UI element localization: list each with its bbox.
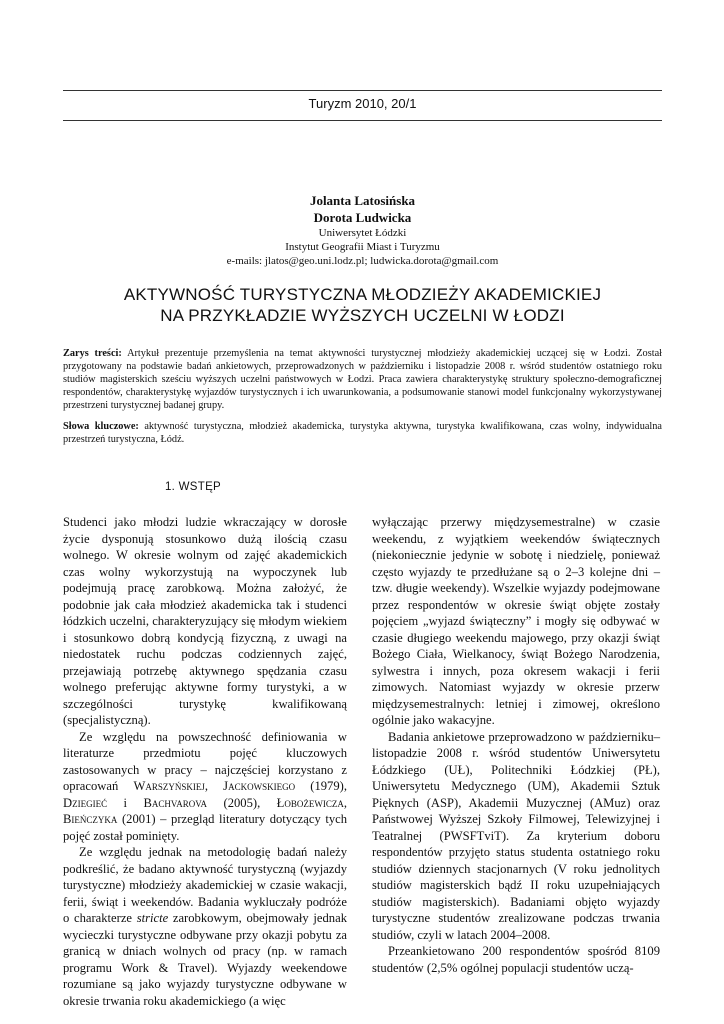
author-name-2: Dorota Ludwicka bbox=[313, 210, 412, 225]
header-top-rule bbox=[63, 90, 662, 91]
author-emails: e-mails: jlatos@geo.uni.lodz.pl; ludwicka.dorota@gmail.com bbox=[226, 255, 499, 267]
author-block bbox=[63, 192, 662, 268]
abstract-text: Artykuł prezentuje przemyślenia na temat aktywności turystycznej młodzieży akademickiej uczącej się w Łodzi. Został przygotowany na podstawie badań ankietowych, przeprowadzonych w październiku i listopadzie 2008 r. wśród studentów ostatniego roku studiów magisterskich sześciu wyższych uczelni państwowych w Łodzi. Praca zawiera charakterystykę struktury społeczno-demograficznej respondentów, charakterystykę wyjazdów turystycznych i ich uwarunkowania, a podsumowanie stanowi model funkcjonalny wykorzystywanej przestrzeni turystycznej badanej grupy. bbox=[63, 348, 663, 411]
text-run: i bbox=[107, 795, 144, 810]
abstract-block bbox=[63, 347, 662, 454]
body-paragraph: wyłączając przerwy międzysemestralne) w czasie weekendu, z wyjątkiem weekendów świątecznych (niekoniecznie jedynie w sobotę i niedzielę, ponieważ często wyjazdy te przedłużane są o 2–3 kolejne dni – tzw. długie weekendy). Wszelkie wyjazdy podejmowane przez respondentów w okresie świąt objęte zostały pojęciem „wyjazd świąteczny” i mogły się odbywać w czasie długiego weekendu majowego, przy okazji świąt Bożego Ciała, Wielkanocy, świąt Bożego Narodzenia, sylwestra i innych, poza okresem wakacji i ferii zimowych. Natomiast wyjazdy w okresie przerw międzysemestralnych: letniej i zimowej, określono ogólnie jako wakacyjne. bbox=[372, 515, 660, 727]
citation: Bachvarova bbox=[143, 795, 208, 810]
text-run: (2005), bbox=[207, 795, 277, 810]
article-title-line-2: NA PRZYKŁADZIE WYŻSZYCH UCZELNI W ŁODZI bbox=[160, 306, 565, 325]
body-paragraph bbox=[63, 844, 347, 1009]
text-run: Ze względu jednak na metodologię badań należy podkreślić, że badano aktywność turystyczną (wyjazdy turystyczne) młodzieży akademickiej w czasie wakacji, ferii, świąt i weekendów. Badania wykluczały podróże o charakterze bbox=[63, 845, 347, 925]
text-run: Ze względu na powszechność definiowania w literaturze przedmiotu pojęć kluczowych zastosowanych w pracy – najczęściej korzystano z opracowań bbox=[63, 729, 347, 793]
body-paragraph: Przeankietowano 200 respondentów spośród 8109 studentów (2,5% ogólnej populacji studentów uczą- bbox=[372, 944, 660, 975]
body-column-left bbox=[63, 514, 347, 1009]
citation: Dziegieć bbox=[63, 795, 108, 810]
citation: Warszyńskiej, Jackowskiego bbox=[133, 779, 296, 793]
keywords-text: aktywność turystyczna, młodzież akademicka, turystyka aktywna, turystyka kwalifikowana, czas wolny, indywidualna przestrzeń turystyczna, Łódź. bbox=[63, 421, 662, 445]
abstract-label: Zarys treści: bbox=[63, 348, 122, 359]
body-paragraph bbox=[63, 729, 347, 845]
author-university: Uniwersytet Łódzki bbox=[318, 227, 407, 239]
article-title-line-1: AKTYWNOŚĆ TURYSTYCZNA MŁODZIEŻY AKADEMICKIEJ bbox=[123, 285, 602, 304]
text-run: zarobkowym, obejmowały jednak wycieczki turystyczne odbywane przy okazji pobytu za granicą w dniach wolnych od pracy (np. w ramach programu Work & Travel). Wyjazdy weekendowe rozumiane są jako wyjazdy turystyczne odbywane w okresie trwania roku akademickiego (a więc bbox=[63, 911, 347, 1008]
keywords-paragraph bbox=[63, 420, 662, 446]
text-run: (1979), bbox=[295, 779, 347, 793]
text-run: (2001) – przegląd literatury dotyczący tych pojęć został pominięty. bbox=[63, 812, 347, 843]
running-head: Turyzm 2010, 20/1 bbox=[308, 96, 417, 111]
abstract-paragraph bbox=[63, 347, 662, 412]
body-paragraph: Badania ankietowe przeprowadzono w październiku–listopadzie 2008 r. wśród studentów Uniwersytetu Łódzkiego (UŁ), Politechniki Łódzkiej (PŁ), Uniwersytetu Medycznego (UM), Akademii Sztuk Pięknych (ASP), Akademii Muzycznej (AMuz) oraz Państwowej Wyższej Szkoły Filmowej, Telewizyjnej i Teatralnej (PWSFTviT). Za kryterium doboru respondentów przyjęto status studenta ostatniego roku studiów dziennych stacjonarnych (V roku jednolitych studiów magisterskich bądź II roku uzupełniających studiów magisterskich). Badaniami objęto wyjazdy turystyczne studentów zrealizowane podczas trwania studiów, czyli w latach 2004–2008. bbox=[372, 729, 660, 942]
emphasis: stricte bbox=[136, 911, 169, 925]
section-heading: 1. WSTĘP bbox=[164, 481, 222, 493]
body-paragraph: Studenci jako młodzi ludzie wkraczający w dorosłe życie dysponują stosunkowo dużą ilością czasu wolnego. W okresie wolnym od zajęć akademickich czas wolny wykorzystują na wypoczynek lub podejmują pracę zarobkową. Można założyć, że podobnie jak cała młodzież akademicka tak i studenci łódzkich uczelni, charakteryzujący się młodym wiekiem i stosunkowo dobrą kondycją fizyczną, z uwagi na niedostatek ruchu podczas codziennych zajęć, przejawiają potrzebę aktywnego spędzania czasu wolnego preferując aktywne formy turystyki, a w szczególności turystykę kwalifikowaną (specjalistyczną). bbox=[63, 515, 347, 727]
header-bottom-rule bbox=[63, 120, 662, 121]
author-name-1: Jolanta Latosińska bbox=[309, 193, 416, 208]
author-institute: Instytut Geografii Miast i Turyzmu bbox=[285, 241, 440, 253]
article-title bbox=[63, 284, 662, 326]
citation: Łobożewicza, Bieńczyka bbox=[63, 795, 347, 826]
body-column-right bbox=[372, 514, 660, 976]
keywords-label: Słowa kluczowe: bbox=[63, 421, 139, 432]
